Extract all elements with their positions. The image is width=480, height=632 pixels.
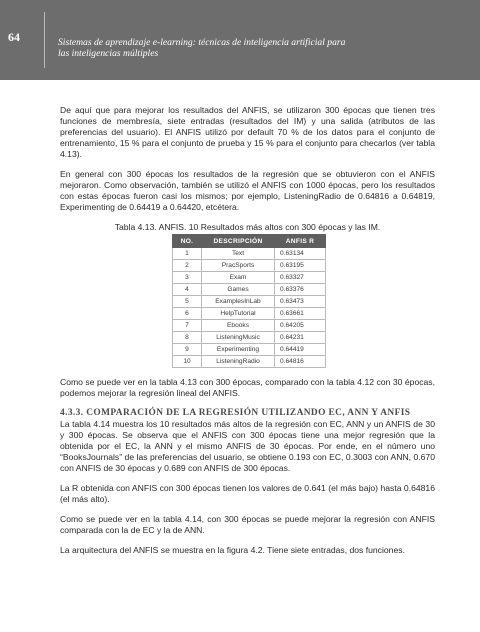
column-header-no: NO. bbox=[173, 235, 202, 248]
page-header bbox=[0, 0, 480, 80]
row-number: 10 bbox=[173, 356, 202, 368]
table-row bbox=[173, 308, 326, 320]
paragraph: La tabla 4.14 muestra los 10 resultados más altos de la regresión con EC, ANN y un ANFIS de 30 y 300 épocas. Se observa que el ANFIS con 300 épocas tiene una mejor regresión que la obtenida por el EC, la ANN y el mismo ANFIS de 30 épocas. Por ende, en el número uno “BooksJournals” de las preferencias del usuario, se obtiene 0.193 con EC, 0.3003 con ANN, 0.670 con ANFIS de 30 épocas y 0.689 con ANFIS de 300 épocas. bbox=[60, 419, 435, 473]
row-number: 3 bbox=[173, 272, 202, 284]
row-number: 1 bbox=[173, 248, 202, 260]
paragraph: De aquí que para mejorar los resultados del ANFIS, se utilizaron 300 épocas que tienen tres funciones de membresía, siete entradas (resultados del IM) y una salida (atributos de las preferencias del usuario). El ANFIS utilizó por default 70 % de los datos para el conjunto de entrenamiento, 15 % para el conjunto de prueba y 15 % para el conjunto para checarlos (ver tabla 4.13). bbox=[60, 105, 435, 159]
row-anfis-r: 0.63661 bbox=[275, 308, 326, 320]
row-description: Games bbox=[202, 284, 275, 296]
row-number: 5 bbox=[173, 296, 202, 308]
row-description: ListeningRadio bbox=[202, 356, 275, 368]
row-description: Text bbox=[202, 248, 275, 260]
row-number: 9 bbox=[173, 344, 202, 356]
table-header-row bbox=[173, 235, 326, 248]
row-anfis-r: 0.64231 bbox=[275, 332, 326, 344]
row-description: HelpTutorial bbox=[202, 308, 275, 320]
table-row bbox=[173, 272, 326, 284]
header-divider bbox=[44, 12, 45, 68]
page-body bbox=[60, 105, 435, 565]
row-anfis-r: 0.64419 bbox=[275, 344, 326, 356]
row-number: 2 bbox=[173, 260, 202, 272]
row-description: Ebooks bbox=[202, 320, 275, 332]
table-row bbox=[173, 248, 326, 260]
table-row bbox=[173, 284, 326, 296]
table-row bbox=[173, 260, 326, 272]
row-anfis-r: 0.63327 bbox=[275, 272, 326, 284]
paragraph: En general con 300 épocas los resultados de la regresión que se obtuvieron con el ANFIS mejoraron. Como observación, también se utilizó el ANFIS con 1000 épocas, pero los resultados con estas épocas fueron casi los mismos; por ejemplo, ListeningRadio de 0.64816 a 0.64819, Experimenting de 0.64419 a 0.64420, etcétera. bbox=[60, 169, 435, 212]
row-anfis-r: 0.63473 bbox=[275, 296, 326, 308]
row-description: Exam bbox=[202, 272, 275, 284]
row-description: ListeningMusic bbox=[202, 332, 275, 344]
page-number: 64 bbox=[8, 30, 20, 44]
row-number: 6 bbox=[173, 308, 202, 320]
table-row bbox=[173, 320, 326, 332]
table-row bbox=[173, 344, 326, 356]
results-table bbox=[172, 234, 326, 368]
row-description: Experimenting bbox=[202, 344, 275, 356]
column-header-description: DESCRIPCIÓN bbox=[202, 235, 275, 248]
row-anfis-r: 0.63376 bbox=[275, 284, 326, 296]
table-row bbox=[173, 332, 326, 344]
paragraph: La R obtenida con ANFIS con 300 épocas tienen los valores de 0.641 (el más bajo) hasta 0.64816 (el más alto). bbox=[60, 483, 435, 504]
paragraph: Como se puede ver en la tabla 4.13 con 300 épocas, comparado con la tabla 4.12 con 30 épocas, podemos mejorar la regresión lineal del ANFIS. bbox=[60, 377, 435, 398]
row-number: 4 bbox=[173, 284, 202, 296]
row-anfis-r: 0.63134 bbox=[275, 248, 326, 260]
running-title: Sistemas de aprendizaje e-learning: técnicas de inteligencia artificial para las inteligencias múltiples bbox=[58, 37, 346, 59]
row-anfis-r: 0.64205 bbox=[275, 320, 326, 332]
column-header-anfis-r: ANFIS R bbox=[275, 235, 326, 248]
paragraph: Como se puede ver en la tabla 4.14, con 300 épocas se puede mejorar la regresión con ANFIS comparada con la de EC y la de ANN. bbox=[60, 514, 435, 535]
row-description: ExamplesInLab bbox=[202, 296, 275, 308]
row-anfis-r: 0.64816 bbox=[275, 356, 326, 368]
row-number: 7 bbox=[173, 320, 202, 332]
paragraph: La arquitectura del ANFIS se muestra en la figura 4.2. Tiene siete entradas, dos funciones. bbox=[60, 545, 405, 555]
row-description: PracSports bbox=[202, 260, 275, 272]
table-row bbox=[173, 296, 326, 308]
row-anfis-r: 0.63195 bbox=[275, 260, 326, 272]
table-row bbox=[173, 356, 326, 368]
table-caption: Tabla 4.13. ANFIS. 10 Resultados más altos con 300 épocas y las IM. bbox=[114, 222, 381, 232]
section-heading: 4.3.3. COMPARACIÓN DE LA REGRESIÓN UTILIZANDO EC, ANN Y ANFIS bbox=[60, 408, 411, 418]
row-number: 8 bbox=[173, 332, 202, 344]
